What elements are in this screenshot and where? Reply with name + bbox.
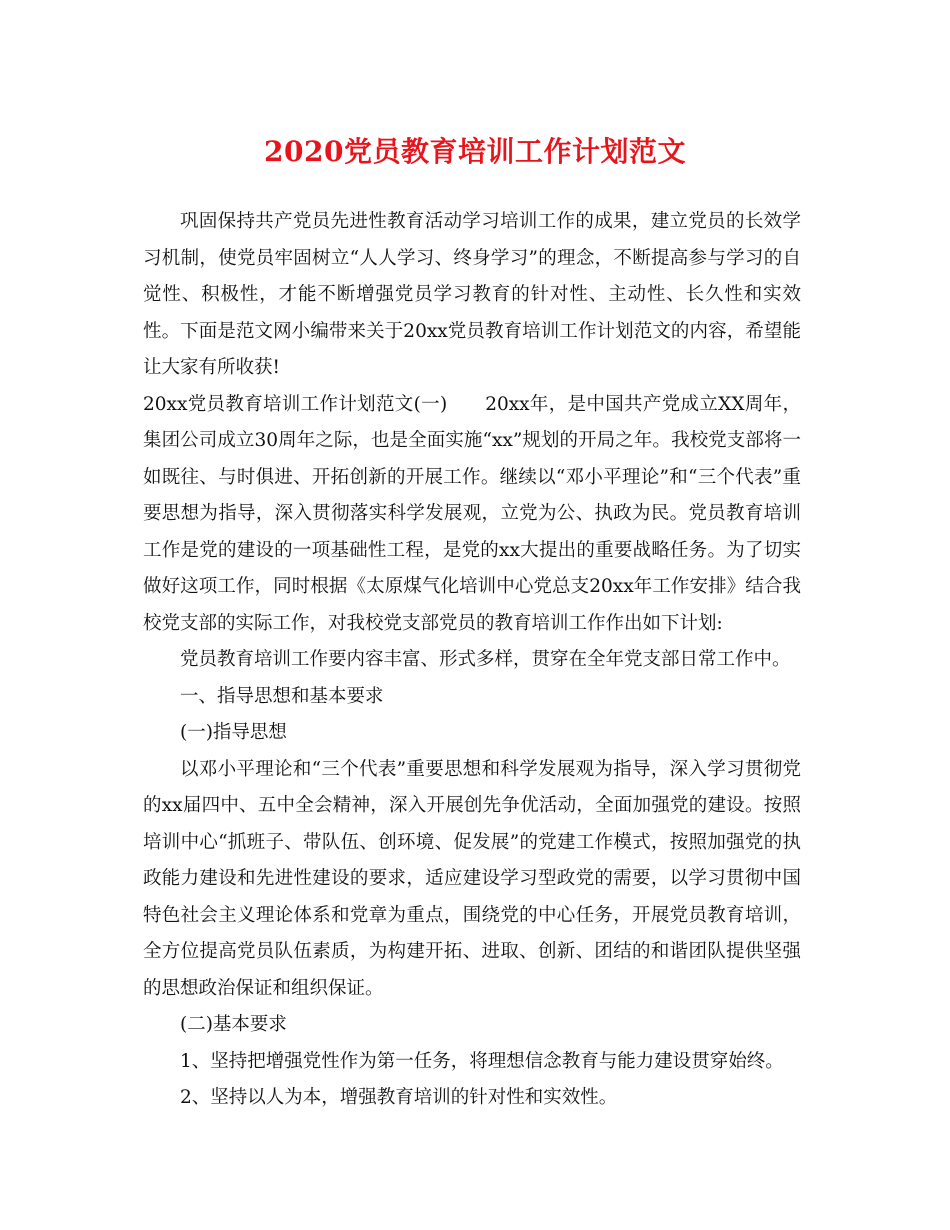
subsection-heading-1: (一)指导思想 <box>180 722 287 743</box>
guiding-thought-paragraph: 以邓小平理论和“三个代表”重要思想和科学发展观为指导，深入学习贯彻党的xx届四中、五中全会精神，深入开展创先争优活动，全面加强党的建设。按照培训中心“抓班子、带队伍、创环境、促发展”的党建工作模式，按照加强党的执政能力建设和先进性建设的要求，适应建设学习型政党的需要，以学习贯彻中国特色社会主义理论体系和党章为重点，围绕党的中心任务，开展党员教育培训，全方位提高党员队伍素质，为构建开拓、进取、创新、团结的和谐团队提供坚强的思想政治保证和组织保证。 <box>143 758 801 999</box>
document-body <box>143 204 801 1117</box>
intro-paragraph: 巩固保持共产党员先进性教育活动学习培训工作的成果，建立党员的长效学习机制，使党员牢固树立“人人学习、终身学习”的理念，不断提高参与学习的自觉性、积极性，才能不断增强党员学习教育的针对性、主动性、长久性和实效性。下面是范文网小编带来关于20xx党员教育培训工作计划范文的内容，希望能让大家有所收获! <box>143 211 801 378</box>
document-title: 2020党员教育培训工作计划范文 <box>264 135 686 168</box>
plan-paragraph: 20xx党员教育培训工作计划范文(一) 20xx年，是中国共产党成立XX周年，集团公司成立30周年之际，也是全面实施“xx”规划的开局之年。我校党支部将一如既往、与时俱进、开拓创新的开展工作。继续以“邓小平理论”和“三个代表”重要思想为指导，深入贯彻落实科学发展观，立党为公、执政为民。党员教育培训工作是党的建设的一项基础性工程，是党的xx大提出的重要战略任务。为了切实做好这项工作，同时根据《太原煤气化培训中心党总支20xx年工作安排》结合我校党支部的实际工作，对我校党支部党员的教育培训工作作出如下计划: <box>143 393 801 634</box>
section-heading: 一、指导思想和基本要求 <box>180 685 384 707</box>
content-paragraph: 党员教育培训工作要内容丰富、形式多样，贯穿在全年党支部日常工作中。 <box>180 649 791 670</box>
requirement-item-1: 1、坚持把增强党性作为第一任务，将理想信念教育与能力建设贯穿始终。 <box>180 1050 784 1072</box>
subsection-heading-2: (二)基本要求 <box>180 1014 287 1035</box>
requirement-item-2: 2、坚持以人为本，增强教育培训的针对性和实效性。 <box>180 1087 618 1108</box>
